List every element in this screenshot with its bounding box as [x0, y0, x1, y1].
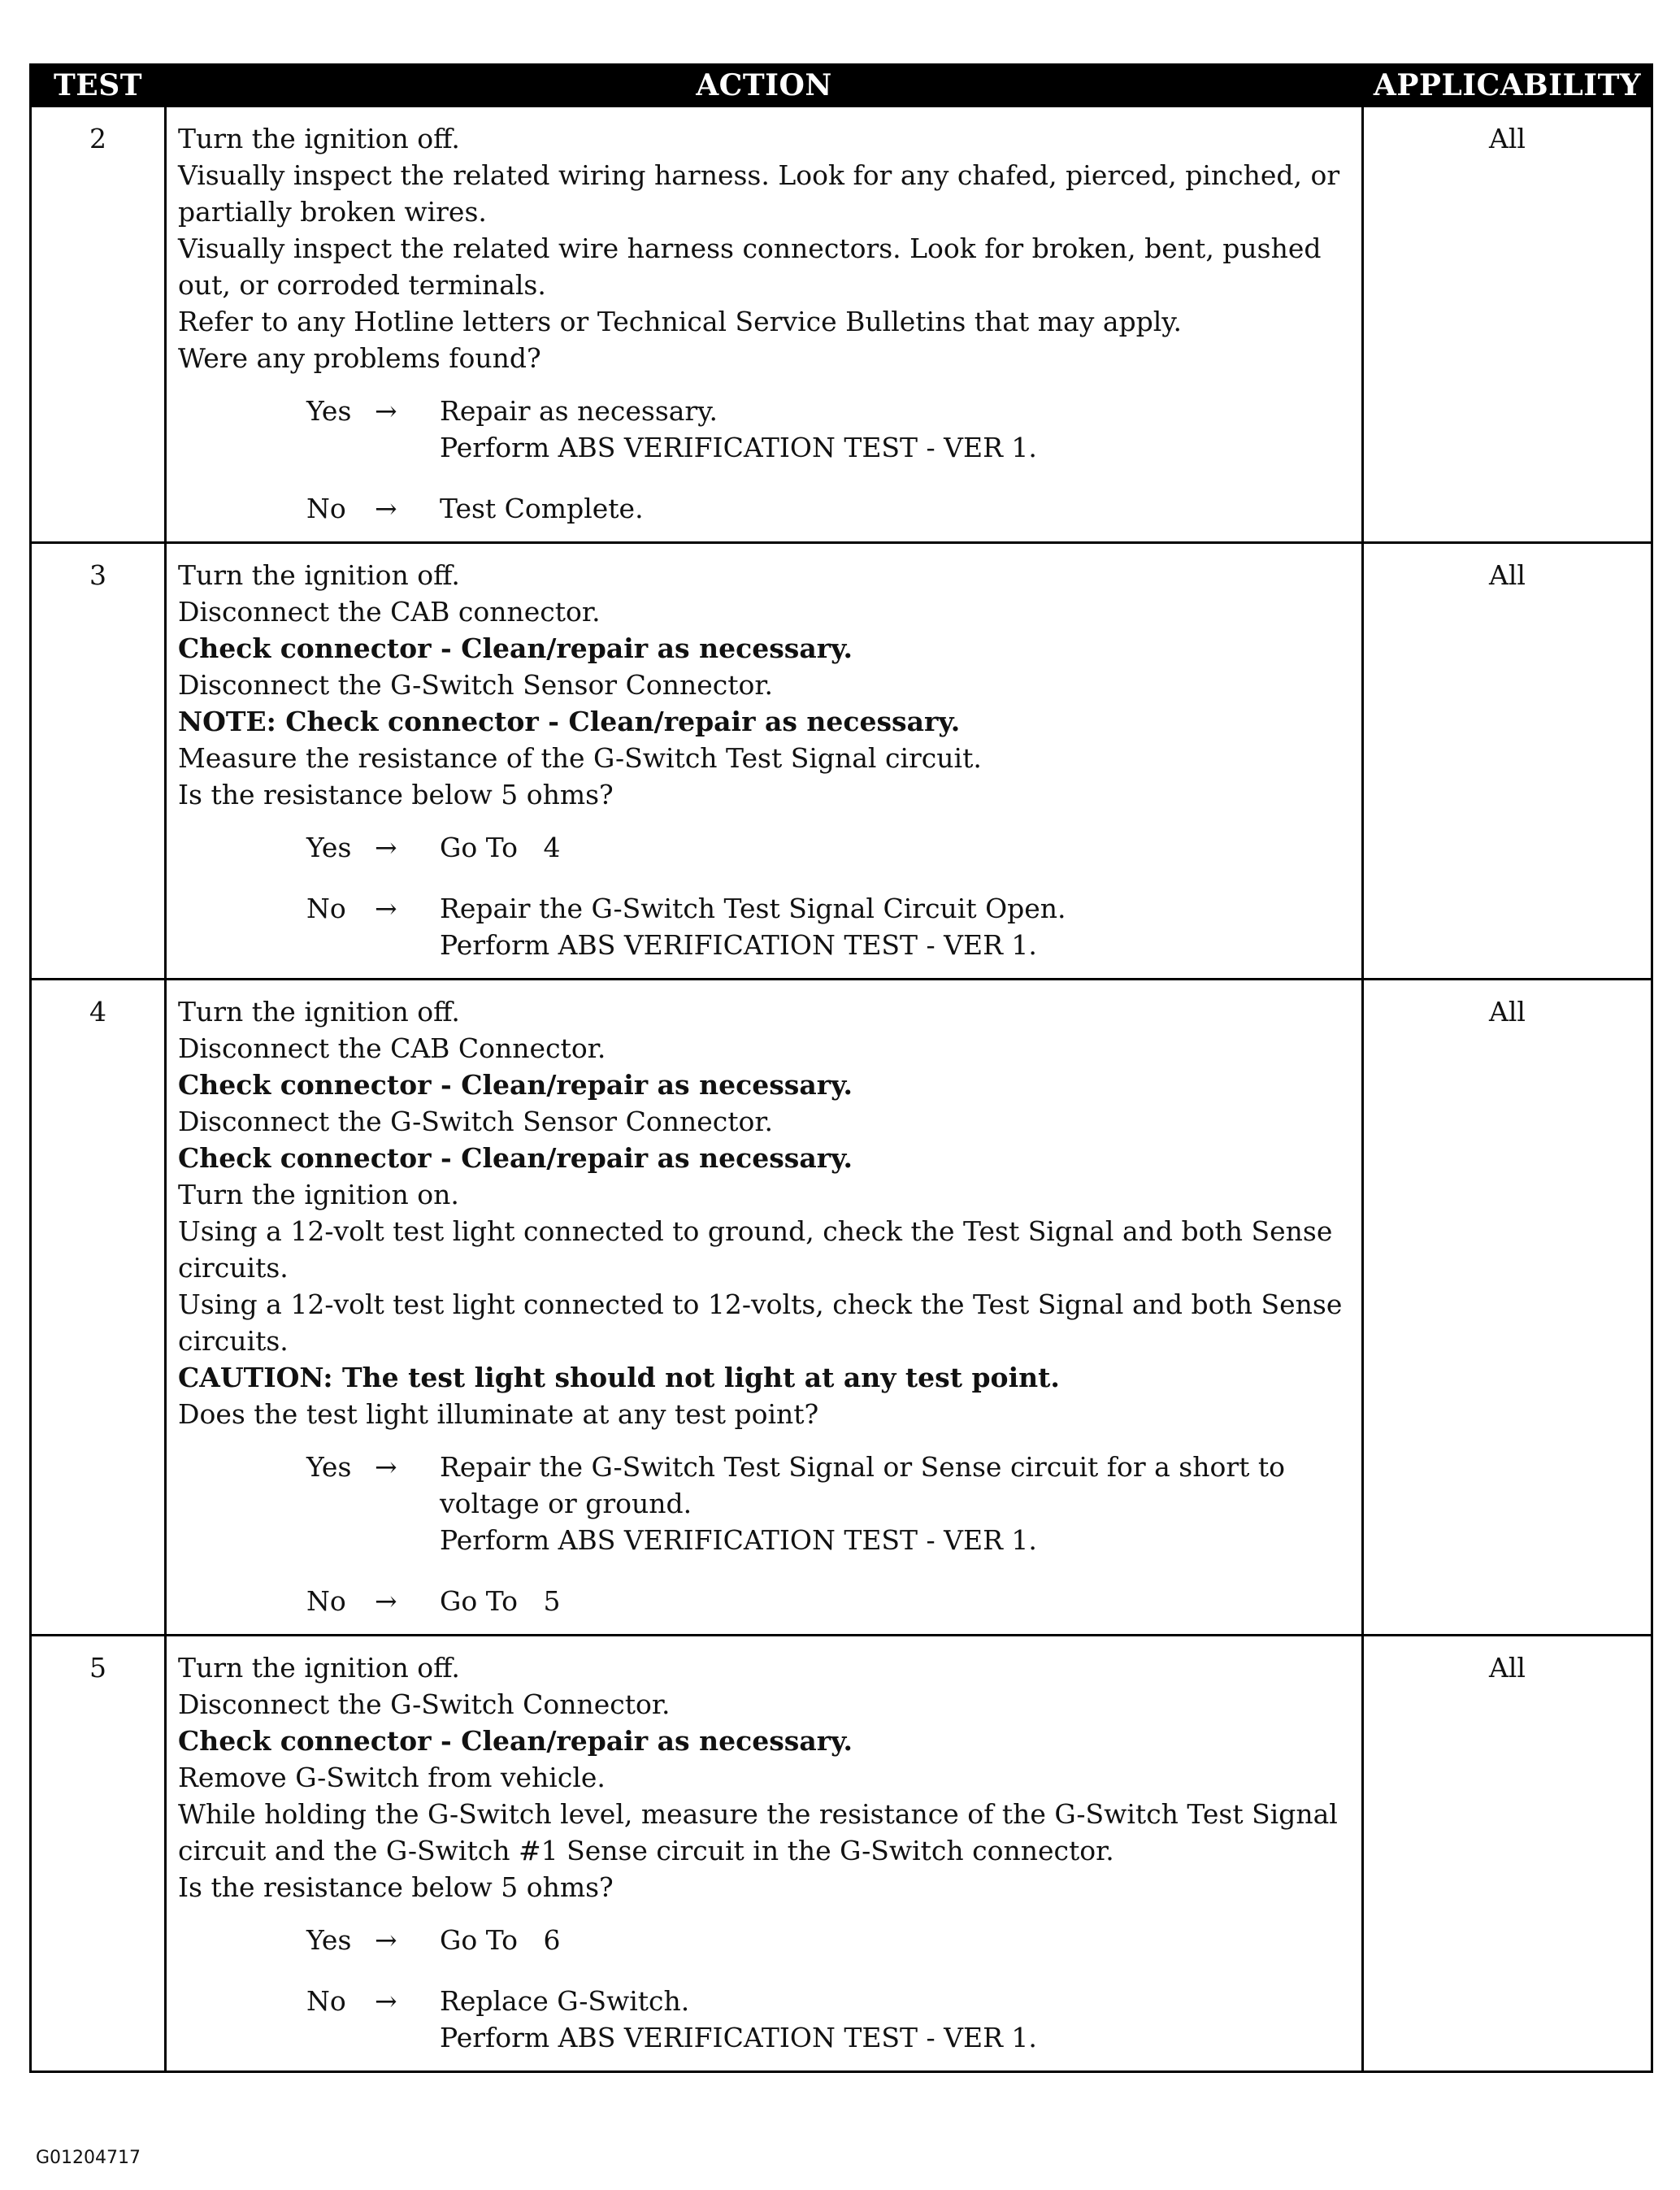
branch-no [306, 1983, 1350, 2056]
action-step: Turn the ignition off. [178, 996, 460, 1028]
applicability-value: All [1363, 1636, 1652, 2072]
branch-result-line: Repair the G-Switch Test Signal or Sense circuit for a short to voltage or ground. [440, 1451, 1294, 1519]
arrow-right-icon: → [375, 1985, 397, 2017]
action-step: Measure the resistance of the G-Switch Test Signal circuit. [178, 742, 982, 774]
branch-yes [306, 1449, 1350, 1558]
table-row [31, 980, 1652, 1636]
branch-result [440, 490, 1350, 527]
test-number: 4 [31, 980, 166, 1636]
branch-result-line: Perform ABS VERIFICATION TEST - VER 1. [440, 1524, 1037, 1556]
arrow-right-icon: → [375, 1585, 397, 1617]
branch-result [440, 829, 1350, 866]
branch-result-line: Perform ABS VERIFICATION TEST - VER 1. [440, 929, 1037, 961]
table-header-row [31, 65, 1652, 106]
branch-answer: Yes [306, 1451, 352, 1483]
branch-result-line: Repair as necessary. [440, 395, 718, 427]
action-step: Turn the ignition off. [178, 123, 460, 154]
action-note: Check connector - Clean/repair as necessary. [178, 1069, 853, 1101]
branch-no [306, 1583, 1350, 1619]
branch-result-line: Go To 5 [440, 1585, 561, 1617]
action-cell [166, 106, 1363, 543]
branch-answer: No [306, 893, 346, 924]
branch-yes [306, 829, 1350, 866]
branch-yes [306, 393, 1350, 466]
test-number: 2 [31, 106, 166, 543]
action-step: Using a 12-volt test light connected to ground, check the Test Signal and both Sense circuits. [178, 1215, 1333, 1284]
action-step: Turn the ignition off. [178, 559, 460, 591]
action-step: Is the resistance below 5 ohms? [178, 779, 614, 810]
applicability-value: All [1363, 543, 1652, 980]
arrow-right-icon: → [375, 395, 397, 427]
test-number: 5 [31, 1636, 166, 2072]
branch-result-line: Test Complete. [440, 493, 644, 524]
action-step: Disconnect the CAB Connector. [178, 1032, 606, 1064]
action-step: Refer to any Hotline letters or Technical Service Bulletins that may apply. [178, 306, 1183, 337]
arrow-right-icon: → [375, 832, 397, 863]
result-branches [306, 829, 1350, 963]
action-step: Visually inspect the related wiring harness. Look for any chafed, pierced, pinched, or partially broken wires. [178, 159, 1340, 228]
branch-answer: Yes [306, 395, 352, 427]
branch-result [440, 890, 1350, 963]
action-note: Check connector - Clean/repair as necessary. [178, 1142, 853, 1174]
branch-no [306, 890, 1350, 963]
branch-answer: Yes [306, 832, 352, 863]
result-branches [306, 393, 1350, 527]
arrow-right-icon: → [375, 893, 397, 924]
branch-result-line: Perform ABS VERIFICATION TEST - VER 1. [440, 432, 1037, 463]
action-step: While holding the G-Switch level, measure the resistance of the G-Switch Test Signal circuit and the G-Switch #1 Sense circuit in the G-Switch connector. [178, 1798, 1338, 1866]
action-note: Check connector - Clean/repair as necessary. [178, 632, 853, 664]
arrow-right-icon: → [375, 493, 397, 524]
branch-result-line: Repair the G-Switch Test Signal Circuit Open. [440, 893, 1066, 924]
action-cell [166, 543, 1363, 980]
branch-result [440, 1983, 1350, 2056]
action-step: Visually inspect the related wire harness connectors. Look for broken, bent, pushed out, or corroded terminals. [178, 232, 1322, 301]
action-step: Disconnect the G-Switch Connector. [178, 1688, 671, 1720]
table-row [31, 543, 1652, 980]
branch-result [440, 1449, 1350, 1558]
header-applicability: APPLICABILITY [1363, 65, 1652, 106]
action-step: Does the test light illuminate at any test point? [178, 1398, 819, 1430]
branch-result [440, 1922, 1350, 1958]
action-step: Turn the ignition on. [178, 1179, 459, 1210]
result-branches [306, 1449, 1350, 1619]
branch-result-line: Replace G-Switch. [440, 1985, 690, 2017]
header-test: TEST [31, 65, 166, 106]
branch-result-line: Go To 4 [440, 832, 561, 863]
result-branches [306, 1922, 1350, 2056]
branch-result [440, 393, 1350, 466]
branch-answer: No [306, 1985, 346, 2017]
branch-result-line: Perform ABS VERIFICATION TEST - VER 1. [440, 2022, 1037, 2053]
action-step: Is the resistance below 5 ohms? [178, 1871, 614, 1903]
branch-yes [306, 1922, 1350, 1958]
test-number: 3 [31, 543, 166, 980]
action-step: Disconnect the G-Switch Sensor Connector. [178, 669, 773, 701]
branch-answer: No [306, 493, 346, 524]
table-body [31, 106, 1652, 2072]
action-step: Turn the ignition off. [178, 1652, 460, 1684]
action-cell [166, 1636, 1363, 2072]
branch-result [440, 1583, 1350, 1619]
applicability-value: All [1363, 106, 1652, 543]
action-step: Were any problems found? [178, 342, 541, 374]
action-cell [166, 980, 1363, 1636]
table-row [31, 1636, 1652, 2072]
diagnostic-test-table [29, 63, 1653, 2073]
action-note: Check connector - Clean/repair as necessary. [178, 1725, 853, 1757]
branch-answer: Yes [306, 1924, 352, 1956]
action-step: Disconnect the G-Switch Sensor Connector. [178, 1106, 773, 1137]
action-note: NOTE: Check connector - Clean/repair as necessary. [178, 706, 961, 737]
header-action: ACTION [166, 65, 1363, 106]
applicability-value: All [1363, 980, 1652, 1636]
branch-no [306, 490, 1350, 527]
table-row [31, 106, 1652, 543]
action-step: Using a 12-volt test light connected to 12-volts, check the Test Signal and both Sense circuits. [178, 1288, 1343, 1357]
action-step: Disconnect the CAB connector. [178, 596, 601, 628]
action-note: CAUTION: The test light should not light at any test point. [178, 1362, 1060, 1393]
action-step: Remove G-Switch from vehicle. [178, 1762, 606, 1793]
branch-result-line: Go To 6 [440, 1924, 561, 1956]
diagnostic-procedure-document [29, 63, 1651, 2073]
branch-answer: No [306, 1585, 346, 1617]
arrow-right-icon: → [375, 1451, 397, 1483]
arrow-right-icon: → [375, 1924, 397, 1956]
figure-code: G01204717 [36, 2148, 141, 2168]
